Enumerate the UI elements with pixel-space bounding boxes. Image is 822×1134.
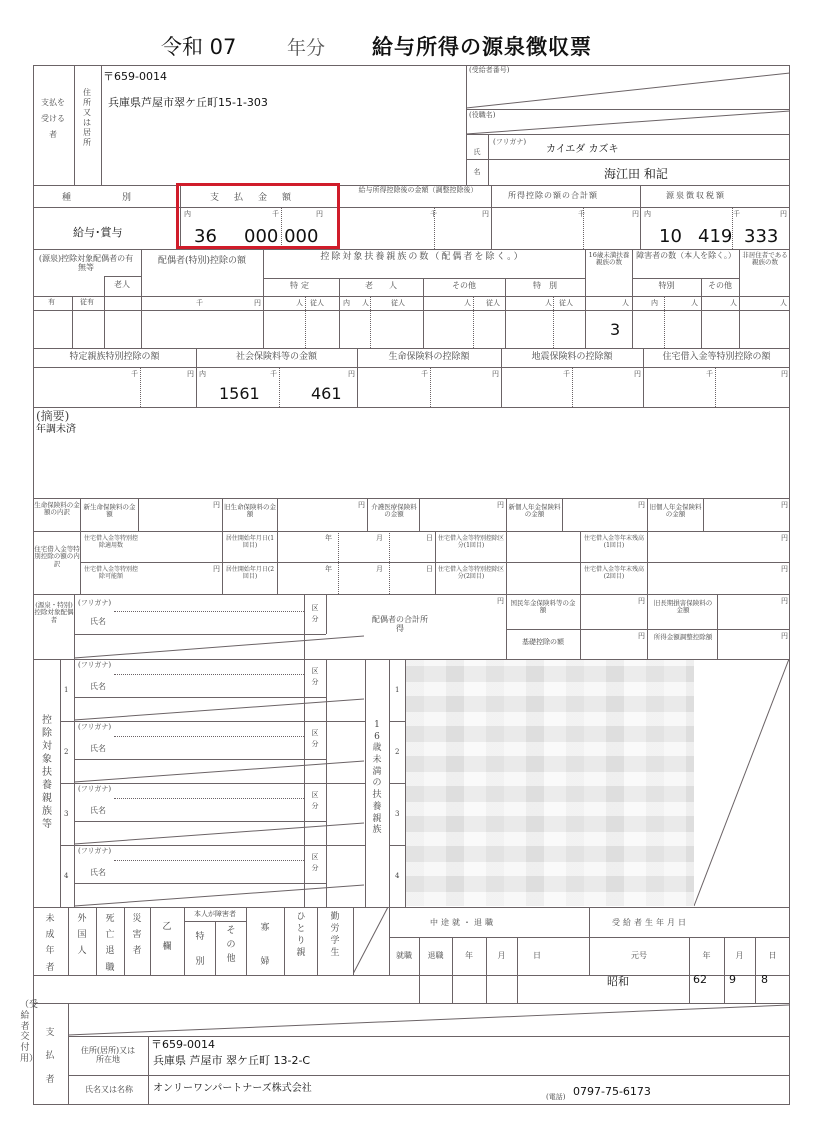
recipient-name: 海江田 和記: [604, 167, 668, 181]
housing-breakdown-label: 住宅借入金等特別控除の額の内訳: [34, 545, 80, 568]
dep-kubun-1: 区分: [311, 667, 319, 687]
under16-count: 3: [610, 320, 621, 339]
position-label: (役職名): [469, 111, 496, 119]
housing-class-1: 住宅借入金等特別控除区分(1回目): [437, 535, 504, 549]
dep-name-1: 氏名: [90, 682, 106, 691]
old-loss-label: 旧長期損害保険料の金額: [653, 599, 713, 615]
unit-en: 円: [638, 501, 645, 509]
spouse-kubun-label: 区分: [311, 604, 319, 624]
dep-row-2-no: 2: [64, 748, 69, 756]
disabled-label: 障害者の数（本人を除く。）: [636, 251, 736, 260]
dep-name-3: 氏名: [90, 806, 106, 815]
unit-en: 円: [781, 501, 788, 509]
foreigner-label: 外国人: [77, 914, 87, 957]
payer-zip: 〒659-0014: [151, 1038, 215, 1051]
housing-month-2: 月: [376, 565, 383, 573]
unit-en: 円: [254, 299, 261, 307]
remarks-text: 年調未済: [36, 424, 76, 435]
unit-jyuunin: 従人: [486, 299, 500, 307]
otsu-label: 乙欄: [162, 922, 172, 952]
earthquake-insurance-label: 地震保険料の控除額: [531, 352, 613, 362]
dep-row-4-no: 4: [64, 872, 69, 880]
header-after-deduction: 給与所得控除後の金額（調整控除後）: [358, 186, 478, 194]
day-label: 日: [533, 951, 541, 960]
birth-label: 受給者生年月日: [612, 918, 689, 927]
rojin-label: 老 人: [365, 281, 397, 290]
unit-nin: 人: [362, 299, 369, 307]
dep-kubun-4: 区分: [311, 853, 319, 873]
dep-row-3-no: 3: [64, 810, 69, 818]
student-label: 勤労学生: [330, 912, 340, 959]
basic-deduction-label: 基礎控除の額: [522, 638, 564, 646]
recipient-no-diagonal: [466, 65, 790, 135]
unit-en: 円: [358, 501, 365, 509]
u16-row-1-no: 1: [395, 686, 400, 694]
recipient-zip: 〒659-0014: [103, 70, 167, 83]
payer-diagonal: [68, 1003, 790, 1036]
under16-label: 16歳未満扶養親族の数: [588, 251, 630, 267]
unit-jyuunin: 従人: [559, 299, 573, 307]
new-life-ins-label: 新生命保険料の金額: [83, 503, 136, 519]
adjust-deduction-label: 所得金額調整控除額: [653, 633, 713, 641]
spouse-deduction-label: 配偶者(特別)控除の額: [157, 256, 247, 266]
unit-sen: 千: [421, 370, 428, 378]
spouse-block-label: (源泉・特別)控除対象配偶者: [34, 601, 74, 624]
self-disabled-special: 特別: [195, 932, 205, 968]
spouse-diagonal: [74, 634, 364, 659]
unit-nin: 人: [464, 299, 471, 307]
payer-address-label: 住所(居所)又は所在地: [80, 1046, 136, 1065]
unit-en: 円: [497, 501, 504, 509]
dependents-label: 控除対象扶養親族等: [42, 715, 52, 830]
housing-loan-label: 住宅借入金等特別控除の額: [662, 352, 771, 362]
spouse-furigana-label: (フリガナ): [78, 599, 112, 607]
unit-en: 円: [632, 210, 639, 218]
housing-possible: 住宅借入金等特別控除可能額: [83, 566, 138, 580]
birth-era: 昭和: [607, 975, 629, 988]
unit-en: 円: [781, 370, 788, 378]
unit-en: 円: [780, 210, 787, 218]
status-diagonal: [353, 907, 389, 975]
recipient-label: 支払を受ける者: [41, 98, 65, 139]
housing-day-1: 日: [426, 534, 433, 542]
dep-furigana-2: (フリガナ): [78, 723, 112, 731]
unit-uchi: 内: [184, 210, 191, 218]
payment-highlight-box: [176, 183, 340, 249]
unit-en: 円: [213, 565, 220, 573]
dep-furigana-4: (フリガナ): [78, 847, 112, 855]
copy-type-label: （受給者交付用）: [20, 1000, 39, 1064]
self-disabled-other: その他: [226, 926, 236, 964]
u16-row-4-no: 4: [395, 872, 400, 880]
u16-row-2-no: 2: [395, 748, 400, 756]
tel-label: (電話): [546, 1093, 566, 1101]
birth-year: 62: [693, 973, 707, 986]
birth-day: 8: [761, 973, 768, 986]
disabled-other-label: その他: [708, 281, 732, 290]
housing-month-1: 月: [376, 534, 383, 542]
unit-en: 円: [316, 210, 323, 218]
kind-value: 給与･賞与: [73, 226, 123, 239]
unit-sen: 千: [563, 370, 570, 378]
header-deduction-total: 所得控除の額の合計額: [508, 191, 598, 200]
redacted-area-overlay: [406, 660, 694, 906]
unit-nin: 人: [780, 299, 787, 307]
dependents-diagonals: [74, 659, 404, 907]
unit-uchi: 内: [343, 299, 350, 307]
new-pension-ins-label: 新個人年金保険料の金額: [508, 503, 561, 519]
disabled-special-label: 特別: [658, 281, 675, 290]
header-withholding: 源泉徴収税額: [666, 191, 726, 200]
withholding-sen: 419: [698, 226, 733, 247]
spouse-existence-label: (源泉)控除対象配偶者の有無等: [38, 254, 134, 273]
under16-block-label: 16歳未満の扶養親族: [372, 720, 382, 836]
dep-furigana-1: (フリガナ): [78, 661, 112, 669]
midway-label: 中途就・退職: [430, 918, 496, 927]
life-ins-breakdown-label: 生命保険料の金額の内訳: [34, 501, 80, 517]
unit-sen: 千: [131, 370, 138, 378]
minor-label: 未成年者: [45, 914, 55, 973]
housing-balance-1: 住宅借入金等年末残高(1回目): [583, 535, 644, 549]
housing-day-2: 日: [426, 565, 433, 573]
tokubetsu-label: 特 別: [533, 281, 557, 290]
payment-amount-man: 36: [194, 226, 217, 247]
tokutei-label: 特定: [290, 281, 312, 290]
unit-en: 円: [634, 370, 641, 378]
widow-label: 寡婦: [260, 923, 270, 968]
unit-en: 円: [348, 370, 355, 378]
unit-en: 円: [638, 597, 645, 605]
jyuuyu-label: 従有: [80, 298, 94, 306]
unit-uchi: 内: [651, 299, 658, 307]
dep-name-2: 氏名: [90, 744, 106, 753]
name-label: 氏名: [473, 148, 481, 176]
tokutei-shinzoku-label: 特定親族特別控除の額: [69, 352, 160, 362]
unit-en: 円: [497, 597, 504, 605]
remarks-label: (摘要): [36, 409, 70, 423]
header-kind: 種 別: [62, 193, 135, 203]
sonota-label: その他: [452, 281, 476, 290]
dep-name-4: 氏名: [90, 868, 106, 877]
unit-jyuunin: 従人: [310, 299, 324, 307]
shushoku-label: 就職: [396, 951, 412, 960]
unit-uchi: 内: [199, 370, 206, 378]
recipient-address-label: 住所又は居所: [83, 88, 91, 147]
birth-day-label: 日: [768, 951, 777, 960]
disaster-label: 災害者: [132, 914, 142, 957]
withholding-man: 10: [659, 226, 682, 247]
form-title: 給与所得の源泉徴収票: [372, 35, 592, 59]
unit-en: 円: [781, 632, 788, 640]
care-ins-label: 介護医療保険料の金額: [371, 503, 417, 519]
dependents-count-label: 控除対象扶養親族の数（配偶者を除く。）: [320, 252, 525, 262]
furigana-label: (フリガナ): [493, 138, 527, 146]
unit-sen: 千: [706, 370, 713, 378]
housing-balance-2: 住宅借入金等年末残高(2回目): [583, 566, 644, 580]
birth-month-label: 月: [735, 951, 744, 960]
housing-applied-count: 住宅借入金等特別控除適用数: [83, 535, 138, 549]
single-parent-label: ひとり親: [296, 912, 306, 959]
unit-nin: 人: [545, 299, 552, 307]
gengo-label: 元号: [631, 951, 647, 960]
housing-start-2: 居住開始年月日(2回目): [225, 566, 275, 580]
unit-sen: 千: [578, 210, 585, 218]
unit-sen: 千: [733, 210, 740, 218]
unit-sen: 千: [196, 299, 203, 307]
housing-year-1: 年: [325, 534, 332, 542]
pension-label: 国民年金保険料等の金額: [510, 599, 576, 615]
unit-en: 円: [781, 534, 788, 542]
year-era: 令和 07: [161, 35, 237, 59]
recipient-no-label: (受給者番号): [469, 66, 510, 74]
payer-name-label: 氏名又は名称: [85, 1085, 133, 1094]
unit-en: 円: [781, 597, 788, 605]
unit-en: 円: [213, 501, 220, 509]
life-insurance-label: 生命保険料の控除額: [388, 352, 470, 362]
social-insurance-label: 社会保険料等の金額: [235, 352, 317, 362]
non-resident-label: 非居住者である親族の数: [742, 251, 788, 267]
year-label: 年: [465, 951, 473, 960]
dep-kubun-2: 区分: [311, 729, 319, 749]
recipient-furigana: カイエダ カズキ: [546, 144, 619, 155]
unit-uchi: 内: [644, 210, 651, 218]
unit-en: 円: [187, 370, 194, 378]
payer-tel: 0797-75-6173: [573, 1085, 651, 1098]
birth-month: 9: [729, 973, 736, 986]
roujin-label: 老人: [114, 280, 130, 289]
payer-label: 支払者: [45, 1028, 55, 1085]
housing-class-2: 住宅借入金等特別控除区分(2回目): [437, 566, 504, 580]
self-disabled-label: 本人が障害者: [194, 910, 236, 918]
header-payment: 支 払 金 額: [210, 193, 295, 203]
unit-nin: 人: [691, 299, 698, 307]
yu-label: 有: [48, 298, 55, 306]
withholding-rest: 333: [744, 226, 779, 247]
social-insurance-rest: 461: [311, 384, 342, 403]
unit-en: 円: [638, 632, 645, 640]
unit-nin: 人: [296, 299, 303, 307]
month-label: 月: [497, 951, 506, 960]
form-frame: [33, 65, 790, 1105]
unit-en: 円: [492, 370, 499, 378]
payer-address: 兵庫県 芦屋市 翠ケ丘町 13-2-C: [153, 1054, 311, 1067]
unit-sen: 千: [272, 210, 279, 218]
right-diagonal: [694, 659, 790, 907]
spouse-income-label: 配偶者の合計所得: [372, 615, 428, 634]
death-retire-label: 死亡退職: [105, 914, 115, 973]
u16-row-3-no: 3: [395, 810, 400, 818]
housing-year-2: 年: [325, 565, 332, 573]
unit-en: 円: [482, 210, 489, 218]
birth-year-label: 年: [702, 951, 711, 960]
recipient-address: 兵庫県芦屋市翠ケ丘町15-1-303: [108, 96, 268, 109]
old-life-ins-label: 旧生命保険料の金額: [224, 503, 276, 519]
old-pension-ins-label: 旧個人年金保険料の金額: [649, 503, 702, 519]
year-suffix: 年分: [287, 37, 326, 59]
payment-amount-rest: 000 000: [244, 226, 319, 247]
dep-furigana-3: (フリガナ): [78, 785, 112, 793]
unit-nin: 人: [730, 299, 737, 307]
unit-sen: 千: [430, 210, 437, 218]
unit-en: 円: [781, 565, 788, 573]
dep-kubun-3: 区分: [311, 791, 319, 811]
taishoku-label: 退職: [427, 951, 444, 960]
unit-jyuunin: 従人: [391, 299, 405, 307]
housing-start-1: 居住開始年月日(1回目): [225, 535, 275, 549]
dep-row-1-no: 1: [64, 686, 69, 694]
spouse-name-label: 氏名: [90, 617, 106, 626]
payer-name: オンリーワンパートナーズ株式会社: [153, 1083, 312, 1094]
social-insurance-man: 1561: [219, 384, 260, 403]
unit-nin: 人: [622, 299, 629, 307]
unit-sen: 千: [270, 370, 277, 378]
